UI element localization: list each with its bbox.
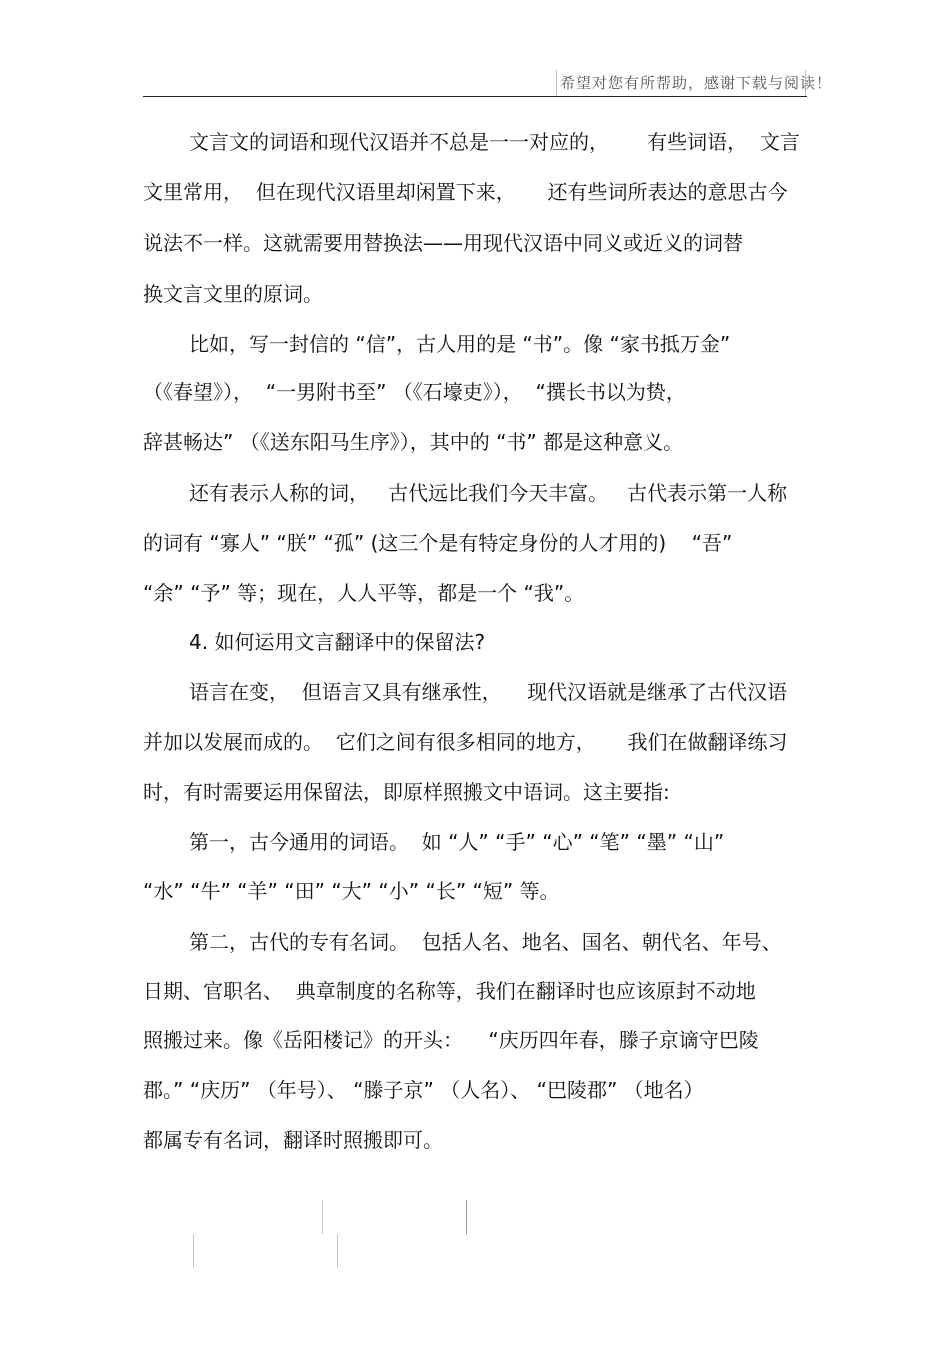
decorative-bar xyxy=(193,1234,194,1268)
text-line: 的词有 “寡人” “朕” “孤” (这三个是有特定身份的人才用的) “吾” xyxy=(143,531,733,555)
text-line: 文言文的词语和现代汉语并不总是一一对应的， 有些词语， 文言 xyxy=(189,130,800,154)
header-note: 希望对您有所帮助，感谢下载与阅读！ xyxy=(556,70,806,96)
text-line: 照搬过来。像《岳阳楼记》的开头： “庆历四年春，滕子京谪守巴陵 xyxy=(143,1028,759,1052)
header-rule xyxy=(143,96,807,97)
text-line: 换文言文里的原词。 xyxy=(143,282,323,306)
text-line: 说法不一样。这就需要用替换法——用现代汉语中同义或近义的词替 xyxy=(143,231,743,255)
decorative-bar xyxy=(466,1200,467,1234)
text-line: 并加以发展而成的。 它们之间有很多相同的地方， 我们在做翻译练习 xyxy=(143,730,788,754)
text-line: “水” “牛” “羊” “田” “大” “小” “长” “短” 等。 xyxy=(143,879,560,903)
text-line: （《春望》）， “一男附书至” （《石壕吏》）， “撰长书以为贽， xyxy=(143,380,686,404)
text-line: 日期、官职名、 典章制度的名称等，我们在翻译时也应该原封不动地 xyxy=(143,979,756,1003)
text-line: 第二，古代的专有名词。 包括人名、地名、国名、朝代名、年号、 xyxy=(189,930,782,954)
text-line: 郡。” “庆历” （年号）、 “滕子京” （人名）、 “巴陵郡” （地名） xyxy=(143,1078,704,1102)
text-line: 还有表示人称的词， 古代远比我们今天丰富。 古代表示第一人称 xyxy=(189,481,788,505)
text-line: 语言在变， 但语言又具有继承性， 现代汉语就是继承了古代汉语 xyxy=(189,680,788,704)
text-line: 比如，写一封信的 “信”，古人用的是 “书”。像 “家书抵万金” xyxy=(189,332,731,356)
text-line: 都属专有名词，翻译时照搬即可。 xyxy=(143,1128,443,1152)
text-line: 时，有时需要运用保留法，即原样照搬文中语词。这主要指: xyxy=(143,780,670,804)
section-heading: 4. 如何运用文言翻译中的保留法? xyxy=(189,630,486,654)
text-line: 第一，古今通用的词语。 如 “人” “手” “心” “笔” “墨” “山” xyxy=(189,830,725,854)
text-line: 文里常用， 但在现代汉语里却闲置下来， 还有些词所表达的意思古今 xyxy=(143,180,788,204)
text-line: “余” “予” 等；现在，人人平等，都是一个 “我”。 xyxy=(143,581,585,605)
decorative-bar xyxy=(337,1234,338,1268)
text-line: 辞甚畅达” （《送东阳马生序》），其中的 “书” 都是这种意义。 xyxy=(143,430,684,454)
decorative-bar xyxy=(322,1200,323,1234)
